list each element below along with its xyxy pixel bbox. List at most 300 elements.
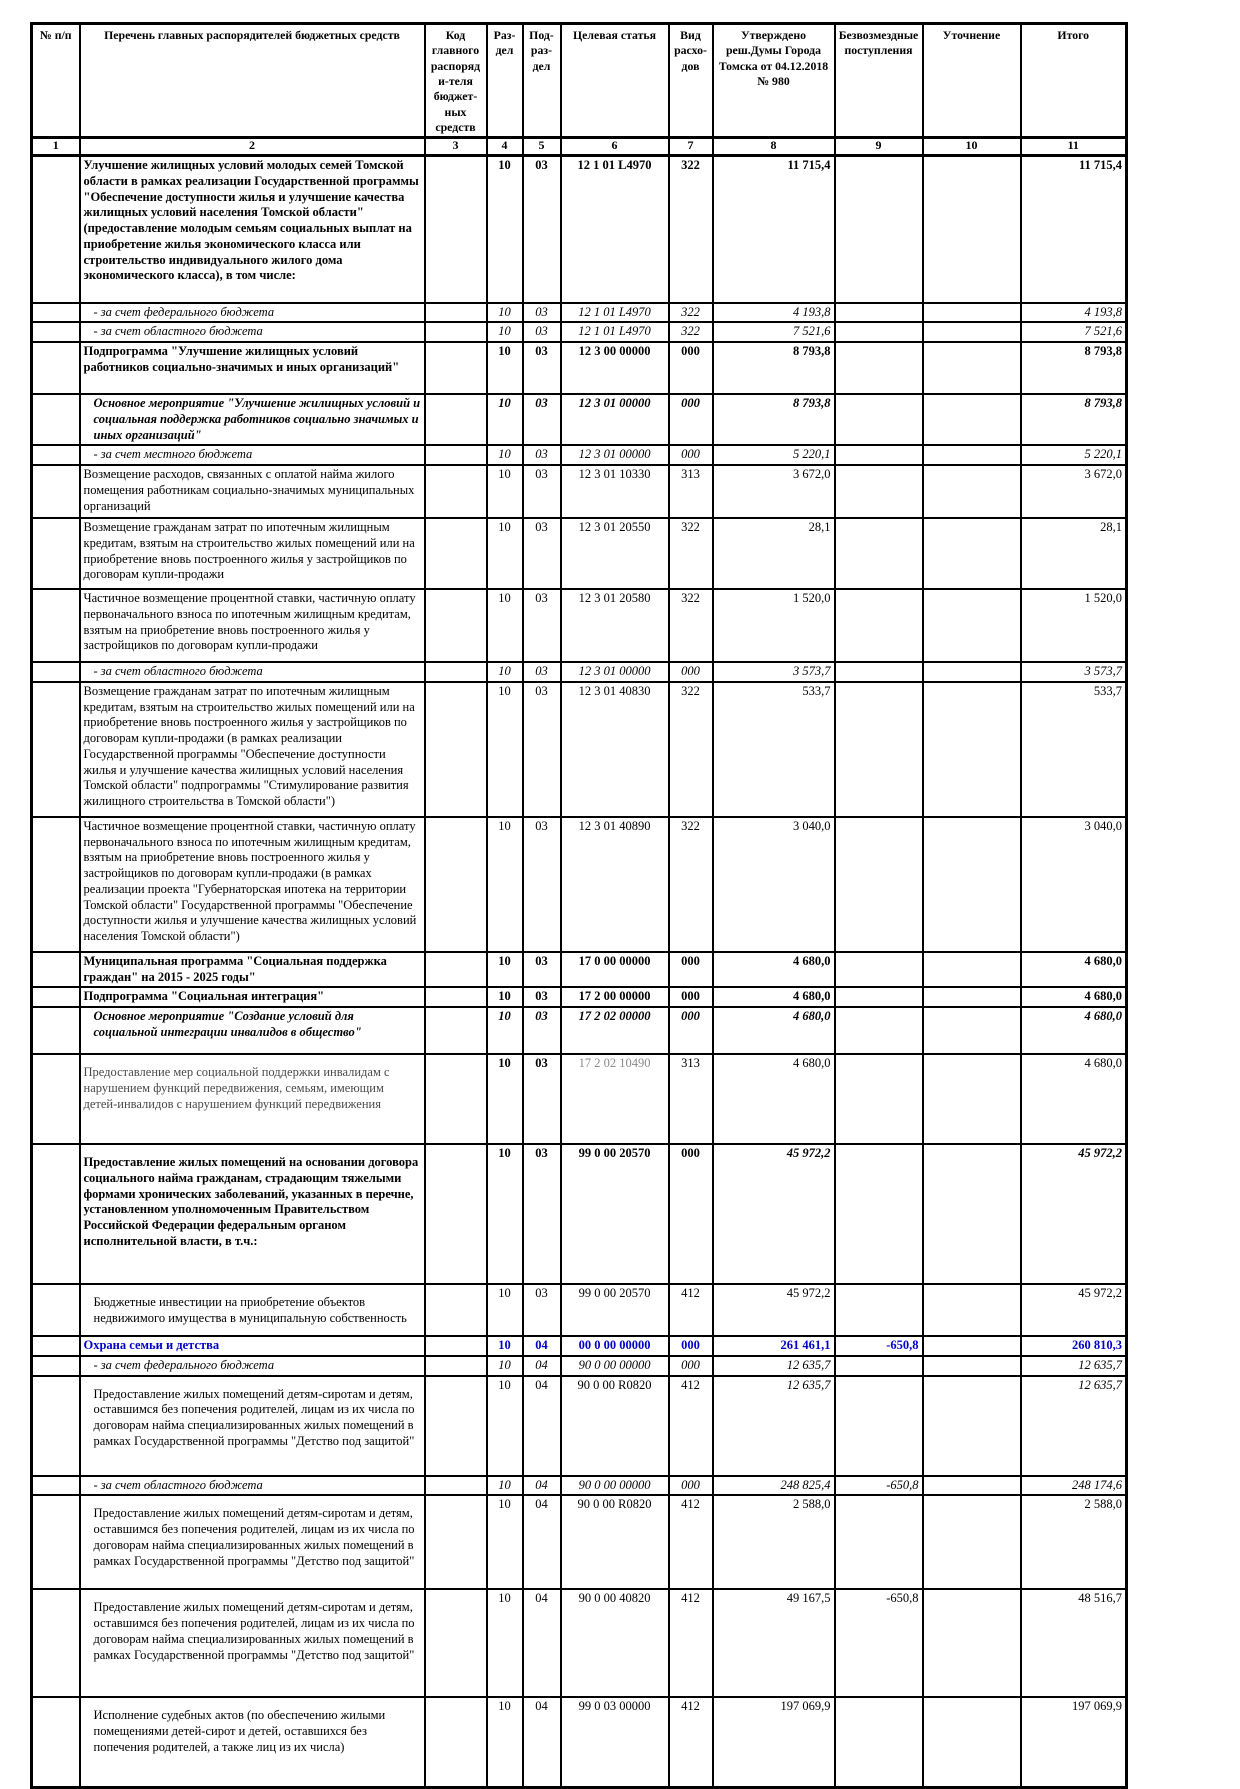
cell-bezvozmezdnye (835, 952, 923, 988)
cell-itogo: 3 573,7 (1021, 662, 1127, 682)
cell-bezvozmezdnye: -650,8 (835, 1589, 923, 1697)
cell-itogo: 45 972,2 (1021, 1144, 1127, 1284)
header-number-row (32, 138, 1127, 156)
cell-target-article: 12 3 01 00000 (561, 445, 669, 465)
cell-utochnenie (923, 987, 1021, 1007)
cell-utochnenie (923, 303, 1021, 323)
cell-name: Предоставление мер социальной поддержки инвалидам с нарушением функций передвижения, семьям, имеющим детей-инвалидов с нарушением функций передвижения (80, 1054, 425, 1144)
column-number-6: 6 (561, 138, 669, 156)
cell-name: Муниципальная программа "Социальная поддержка граждан" на 2015 - 2025 годы" (80, 952, 425, 988)
cell-podrazdel: 03 (523, 952, 561, 988)
cell-name: Подпрограмма "Социальная интеграция" (80, 987, 425, 1007)
cell-bezvozmezdnye (835, 445, 923, 465)
cell-approved: 8 793,8 (713, 342, 835, 394)
cell-razdel: 10 (487, 1007, 523, 1054)
cell-approved: 4 680,0 (713, 987, 835, 1007)
table-head (32, 24, 1127, 156)
table-row (32, 1007, 1127, 1054)
cell-approved: 4 680,0 (713, 952, 835, 988)
cell-bezvozmezdnye (835, 662, 923, 682)
cell-approved: 12 635,7 (713, 1376, 835, 1476)
cell-utochnenie (923, 662, 1021, 682)
cell-bezvozmezdnye (835, 303, 923, 323)
cell-itogo: 2 588,0 (1021, 1495, 1127, 1589)
table-row (32, 589, 1127, 662)
cell-vid-rashodov: 000 (669, 1007, 713, 1054)
cell-target-article: 99 0 00 20570 (561, 1144, 669, 1284)
cell-podrazdel: 04 (523, 1376, 561, 1476)
cell-vid-rashodov: 322 (669, 682, 713, 817)
cell-razdel: 10 (487, 1589, 523, 1697)
cell-bezvozmezdnye (835, 322, 923, 342)
cell-bezvozmezdnye (835, 1697, 923, 1787)
cell-name: Охрана семьи и детства (80, 1336, 425, 1356)
cell-razdel: 10 (487, 445, 523, 465)
cell-utochnenie (923, 1007, 1021, 1054)
cell-utochnenie (923, 817, 1021, 952)
cell-utochnenie (923, 1284, 1021, 1336)
table-row (32, 518, 1127, 589)
column-number-9: 9 (835, 138, 923, 156)
cell-target-article: 90 0 00 00000 (561, 1476, 669, 1496)
column-header-6: Целевая статья (561, 24, 669, 138)
cell-utochnenie (923, 1054, 1021, 1144)
cell-grbs-code (425, 303, 487, 323)
cell-target-article: 90 0 00 R0820 (561, 1495, 669, 1589)
cell-approved: 533,7 (713, 682, 835, 817)
column-number-5: 5 (523, 138, 561, 156)
cell-razdel: 10 (487, 662, 523, 682)
cell-razdel: 10 (487, 342, 523, 394)
cell-grbs-code (425, 662, 487, 682)
cell-grbs-code (425, 1589, 487, 1697)
cell-target-article: 90 0 00 40820 (561, 1589, 669, 1697)
cell-bezvozmezdnye (835, 1376, 923, 1476)
cell-bezvozmezdnye (835, 682, 923, 817)
cell-podrazdel: 03 (523, 518, 561, 589)
cell-razdel: 10 (487, 987, 523, 1007)
cell-podrazdel: 03 (523, 342, 561, 394)
cell-row-number (32, 342, 80, 394)
cell-row-number (32, 1144, 80, 1284)
cell-podrazdel: 03 (523, 322, 561, 342)
cell-razdel: 10 (487, 303, 523, 323)
cell-podrazdel: 03 (523, 1144, 561, 1284)
cell-name: Бюджетные инвестиции на приобретение объектов недвижимого имущества в муниципальную собственность (80, 1284, 425, 1336)
cell-grbs-code (425, 445, 487, 465)
cell-razdel: 10 (487, 1356, 523, 1376)
cell-approved: 4 680,0 (713, 1007, 835, 1054)
cell-podrazdel: 04 (523, 1589, 561, 1697)
cell-vid-rashodov: 000 (669, 1476, 713, 1496)
cell-vid-rashodov: 322 (669, 817, 713, 952)
cell-razdel: 10 (487, 1336, 523, 1356)
table-row (32, 1356, 1127, 1376)
cell-razdel: 10 (487, 1284, 523, 1336)
cell-approved: 3 040,0 (713, 817, 835, 952)
cell-row-number (32, 1697, 80, 1787)
cell-name: Возмещение расходов, связанных с оплатой найма жилого помещения работникам социально-значимых муниципальных организаций (80, 465, 425, 518)
cell-vid-rashodov: 412 (669, 1589, 713, 1697)
cell-utochnenie (923, 1144, 1021, 1284)
table-row (32, 156, 1127, 303)
cell-row-number (32, 1336, 80, 1356)
cell-approved: 45 972,2 (713, 1284, 835, 1336)
table-row (32, 342, 1127, 394)
cell-itogo: 4 193,8 (1021, 303, 1127, 323)
column-header-2: Перечень главных распорядителей бюджетных средств (80, 24, 425, 138)
cell-razdel: 10 (487, 1376, 523, 1476)
cell-utochnenie (923, 465, 1021, 518)
cell-itogo: 7 521,6 (1021, 322, 1127, 342)
cell-target-article: 12 3 01 20580 (561, 589, 669, 662)
table-row (32, 1284, 1127, 1336)
cell-grbs-code (425, 1476, 487, 1496)
column-header-10: Уточнение (923, 24, 1021, 138)
column-header-1: № п/п (32, 24, 80, 138)
cell-vid-rashodov: 412 (669, 1697, 713, 1787)
cell-itogo: 4 680,0 (1021, 987, 1127, 1007)
cell-grbs-code (425, 1697, 487, 1787)
cell-grbs-code (425, 682, 487, 817)
column-header-9: Безвозмездные поступления (835, 24, 923, 138)
cell-name: Исполнение судебных актов (по обеспечению жилыми помещениями детей-сирот и детей, оставшихся без попечения родителей, а также лиц из их числа) (80, 1697, 425, 1787)
cell-razdel: 10 (487, 1054, 523, 1144)
cell-bezvozmezdnye: -650,8 (835, 1336, 923, 1356)
cell-podrazdel: 03 (523, 682, 561, 817)
cell-vid-rashodov: 313 (669, 465, 713, 518)
cell-bezvozmezdnye (835, 156, 923, 303)
cell-podrazdel: 03 (523, 1054, 561, 1144)
cell-target-article: 12 3 01 00000 (561, 662, 669, 682)
column-header-7: Вид расхо-дов (669, 24, 713, 138)
table-row (32, 682, 1127, 817)
column-number-8: 8 (713, 138, 835, 156)
cell-vid-rashodov: 000 (669, 394, 713, 445)
cell-podrazdel: 03 (523, 394, 561, 445)
cell-row-number (32, 303, 80, 323)
cell-itogo: 48 516,7 (1021, 1589, 1127, 1697)
cell-podrazdel: 03 (523, 589, 561, 662)
cell-row-number (32, 817, 80, 952)
cell-razdel: 10 (487, 817, 523, 952)
cell-grbs-code (425, 518, 487, 589)
cell-row-number (32, 952, 80, 988)
cell-podrazdel: 03 (523, 662, 561, 682)
cell-vid-rashodov: 000 (669, 1356, 713, 1376)
cell-approved: 261 461,1 (713, 1336, 835, 1356)
cell-target-article: 17 2 00 00000 (561, 987, 669, 1007)
cell-bezvozmezdnye (835, 1356, 923, 1376)
cell-podrazdel: 03 (523, 1284, 561, 1336)
column-header-5: Под-раз-дел (523, 24, 561, 138)
table-row (32, 1336, 1127, 1356)
table-row (32, 952, 1127, 988)
cell-itogo: 11 715,4 (1021, 156, 1127, 303)
cell-utochnenie (923, 952, 1021, 988)
cell-approved: 2 588,0 (713, 1495, 835, 1589)
cell-row-number (32, 1476, 80, 1496)
cell-target-article: 90 0 00 R0820 (561, 1376, 669, 1476)
cell-bezvozmezdnye (835, 1054, 923, 1144)
cell-target-article: 17 0 00 00000 (561, 952, 669, 988)
cell-grbs-code (425, 465, 487, 518)
cell-name: Возмещение гражданам затрат по ипотечным жилищным кредитам, взятым на строительство жилых помещений или на приобретение вновь построенного жилья у застройщиков по договорам купли-продажи (в рамках реализации Государственной программы "Обеспечение доступности жилья и улучшение качества жилищных условий населения Томской области" подпрограммы "Стимулирование развития жилищного строительства в Томской области") (80, 682, 425, 817)
cell-name: - за счет федерального бюджета (80, 1356, 425, 1376)
cell-utochnenie (923, 1476, 1021, 1496)
cell-bezvozmezdnye (835, 342, 923, 394)
cell-vid-rashodov: 412 (669, 1495, 713, 1589)
column-number-2: 2 (80, 138, 425, 156)
cell-grbs-code (425, 1054, 487, 1144)
budget-table (30, 22, 1128, 1789)
cell-name: Предоставление жилых помещений детям-сиротам и детям, оставшимся без попечения родителей, лицам из их числа по договорам найма специализированных жилых помещений в рамках Государственной программы "Детство под защитой" (80, 1376, 425, 1476)
cell-approved: 1 520,0 (713, 589, 835, 662)
cell-utochnenie (923, 1495, 1021, 1589)
header-row (32, 24, 1127, 138)
cell-vid-rashodov: 322 (669, 589, 713, 662)
cell-row-number (32, 682, 80, 817)
cell-approved: 49 167,5 (713, 1589, 835, 1697)
cell-target-article: 99 0 00 20570 (561, 1284, 669, 1336)
cell-grbs-code (425, 1356, 487, 1376)
cell-itogo: 197 069,9 (1021, 1697, 1127, 1787)
cell-row-number (32, 465, 80, 518)
cell-target-article: 17 2 02 00000 (561, 1007, 669, 1054)
cell-grbs-code (425, 1495, 487, 1589)
cell-utochnenie (923, 445, 1021, 465)
cell-target-article: 12 3 01 00000 (561, 394, 669, 445)
cell-row-number (32, 394, 80, 445)
cell-grbs-code (425, 952, 487, 988)
cell-vid-rashodov: 322 (669, 303, 713, 323)
cell-row-number (32, 589, 80, 662)
cell-razdel: 10 (487, 1495, 523, 1589)
cell-bezvozmezdnye (835, 589, 923, 662)
cell-razdel: 10 (487, 1476, 523, 1496)
cell-row-number (32, 1054, 80, 1144)
cell-bezvozmezdnye (835, 1007, 923, 1054)
cell-name: - за счет федерального бюджета (80, 303, 425, 323)
cell-name: Основное мероприятие "Улучшение жилищных условий и социальная поддержка работников социально значимых и иных организаций" (80, 394, 425, 445)
cell-row-number (32, 662, 80, 682)
table-row (32, 1476, 1127, 1496)
cell-podrazdel: 03 (523, 1007, 561, 1054)
cell-utochnenie (923, 1697, 1021, 1787)
cell-utochnenie (923, 1336, 1021, 1356)
cell-podrazdel: 04 (523, 1697, 561, 1787)
cell-bezvozmezdnye (835, 465, 923, 518)
cell-target-article: 00 0 00 00000 (561, 1336, 669, 1356)
cell-utochnenie (923, 589, 1021, 662)
cell-name: Частичное возмещение процентной ставки, частичную оплату первоначального взноса по ипотечным жилищным кредитам, взятым на приобретение вновь построенного жилья у застройщиков по договорам купли-продажи (80, 589, 425, 662)
cell-name: - за счет областного бюджета (80, 1476, 425, 1496)
cell-razdel: 10 (487, 952, 523, 988)
cell-approved: 8 793,8 (713, 394, 835, 445)
cell-row-number (32, 1495, 80, 1589)
table-row (32, 303, 1127, 323)
cell-itogo: 8 793,8 (1021, 342, 1127, 394)
column-number-3: 3 (425, 138, 487, 156)
cell-grbs-code (425, 1336, 487, 1356)
table-body (32, 156, 1127, 1788)
cell-podrazdel: 03 (523, 987, 561, 1007)
column-number-10: 10 (923, 138, 1021, 156)
cell-utochnenie (923, 682, 1021, 817)
cell-row-number (32, 1589, 80, 1697)
cell-row-number (32, 322, 80, 342)
cell-utochnenie (923, 322, 1021, 342)
table-row (32, 1376, 1127, 1476)
cell-row-number (32, 1007, 80, 1054)
cell-name: - за счет областного бюджета (80, 662, 425, 682)
table-row (32, 662, 1127, 682)
column-header-8: Утверждено реш.Думы Города Томска от 04.12.2018 № 980 (713, 24, 835, 138)
column-number-1: 1 (32, 138, 80, 156)
cell-itogo: 3 040,0 (1021, 817, 1127, 952)
cell-name: Подпрограмма "Улучшение жилищных условий работников социально-значимых и иных организаций" (80, 342, 425, 394)
cell-vid-rashodov: 412 (669, 1376, 713, 1476)
cell-target-article: 90 0 00 00000 (561, 1356, 669, 1376)
cell-itogo: 248 174,6 (1021, 1476, 1127, 1496)
cell-bezvozmezdnye (835, 987, 923, 1007)
cell-razdel: 10 (487, 518, 523, 589)
cell-row-number (32, 987, 80, 1007)
cell-razdel: 10 (487, 589, 523, 662)
cell-razdel: 10 (487, 682, 523, 817)
cell-itogo: 45 972,2 (1021, 1284, 1127, 1336)
cell-name: Предоставление жилых помещений детям-сиротам и детям, оставшимся без попечения родителей, лицам из их числа по договорам найма специализированных жилых помещений в рамках Государственной программы "Детство под защитой" (80, 1589, 425, 1697)
cell-bezvozmezdnye (835, 817, 923, 952)
cell-grbs-code (425, 589, 487, 662)
cell-itogo: 12 635,7 (1021, 1376, 1127, 1476)
cell-row-number (32, 1356, 80, 1376)
cell-target-article: 99 0 03 00000 (561, 1697, 669, 1787)
cell-podrazdel: 03 (523, 817, 561, 952)
cell-utochnenie (923, 394, 1021, 445)
cell-approved: 28,1 (713, 518, 835, 589)
cell-vid-rashodov: 322 (669, 518, 713, 589)
cell-grbs-code (425, 1007, 487, 1054)
cell-name: Улучшение жилищных условий молодых семей Томской области в рамках реализации Государственной программы "Обеспечение доступности жилья и улучшение качества жилищных условий населения Томской области" (предоставление молодым семьям социальных выплат на приобретение жилья экономического класса или строительство индивидуального жилого дома экономического класса), в том числе: (80, 156, 425, 303)
table-row (32, 394, 1127, 445)
cell-vid-rashodov: 000 (669, 662, 713, 682)
cell-razdel: 10 (487, 156, 523, 303)
cell-razdel: 10 (487, 465, 523, 518)
cell-razdel: 10 (487, 1697, 523, 1787)
column-number-7: 7 (669, 138, 713, 156)
cell-grbs-code (425, 394, 487, 445)
table-row (32, 445, 1127, 465)
cell-podrazdel: 03 (523, 465, 561, 518)
cell-itogo: 533,7 (1021, 682, 1127, 817)
cell-bezvozmezdnye (835, 394, 923, 445)
cell-approved: 197 069,9 (713, 1697, 835, 1787)
cell-itogo: 1 520,0 (1021, 589, 1127, 662)
cell-itogo: 12 635,7 (1021, 1356, 1127, 1376)
cell-name: - за счет местного бюджета (80, 445, 425, 465)
cell-razdel: 10 (487, 1144, 523, 1284)
cell-grbs-code (425, 1284, 487, 1336)
cell-podrazdel: 03 (523, 156, 561, 303)
column-number-11: 11 (1021, 138, 1127, 156)
cell-utochnenie (923, 518, 1021, 589)
cell-target-article: 17 2 02 10490 (561, 1054, 669, 1144)
cell-target-article: 12 1 01 L4970 (561, 322, 669, 342)
cell-grbs-code (425, 342, 487, 394)
cell-itogo: 5 220,1 (1021, 445, 1127, 465)
cell-row-number (32, 445, 80, 465)
cell-approved: 5 220,1 (713, 445, 835, 465)
table-row (32, 1054, 1127, 1144)
cell-approved: 3 672,0 (713, 465, 835, 518)
cell-podrazdel: 04 (523, 1495, 561, 1589)
cell-target-article: 12 3 01 40890 (561, 817, 669, 952)
cell-row-number (32, 518, 80, 589)
cell-name: Возмещение гражданам затрат по ипотечным жилищным кредитам, взятым на строительство жилых помещений или на приобретение вновь построенного жилья у застройщиков по договорам купли-продажи (80, 518, 425, 589)
cell-approved: 45 972,2 (713, 1144, 835, 1284)
cell-bezvozmezdnye (835, 1284, 923, 1336)
cell-razdel: 10 (487, 394, 523, 445)
table-row (32, 1144, 1127, 1284)
cell-grbs-code (425, 1144, 487, 1284)
cell-target-article: 12 3 01 20550 (561, 518, 669, 589)
cell-podrazdel: 04 (523, 1356, 561, 1376)
cell-podrazdel: 04 (523, 1476, 561, 1496)
cell-utochnenie (923, 1376, 1021, 1476)
cell-grbs-code (425, 322, 487, 342)
cell-grbs-code (425, 1376, 487, 1476)
cell-name: Предоставление жилых помещений детям-сиротам и детям, оставшимся без попечения родителей, лицам из их числа по договорам найма специализированных жилых помещений в рамках Государственной программы "Детство под защитой" (80, 1495, 425, 1589)
cell-grbs-code (425, 156, 487, 303)
cell-target-article: 12 1 01 L4970 (561, 303, 669, 323)
cell-utochnenie (923, 1356, 1021, 1376)
cell-vid-rashodov: 000 (669, 987, 713, 1007)
cell-vid-rashodov: 000 (669, 952, 713, 988)
cell-approved: 12 635,7 (713, 1356, 835, 1376)
cell-approved: 3 573,7 (713, 662, 835, 682)
cell-vid-rashodov: 322 (669, 156, 713, 303)
cell-itogo: 3 672,0 (1021, 465, 1127, 518)
cell-utochnenie (923, 342, 1021, 394)
cell-itogo: 4 680,0 (1021, 1054, 1127, 1144)
table-row (32, 465, 1127, 518)
table-row (32, 322, 1127, 342)
cell-name: Частичное возмещение процентной ставки, частичную оплату первоначального взноса по ипотечным жилищным кредитам, взятым на приобретение вновь построенного жилья у застройщиков по договорам купли-продажи (в рамках реализации проекта "Губернаторская ипотека на территории Томской области" Государственной программы "Обеспечение доступности жилья и улучшение качества жилищных условий населения Томской области") (80, 817, 425, 952)
cell-vid-rashodov: 313 (669, 1054, 713, 1144)
column-header-11: Итого (1021, 24, 1127, 138)
cell-bezvozmezdnye (835, 518, 923, 589)
cell-approved: 7 521,6 (713, 322, 835, 342)
cell-grbs-code (425, 987, 487, 1007)
cell-target-article: 12 3 01 10330 (561, 465, 669, 518)
cell-row-number (32, 1284, 80, 1336)
cell-target-article: 12 3 01 40830 (561, 682, 669, 817)
cell-utochnenie (923, 1589, 1021, 1697)
cell-vid-rashodov: 412 (669, 1284, 713, 1336)
table-row (32, 1495, 1127, 1589)
cell-grbs-code (425, 817, 487, 952)
cell-row-number (32, 1376, 80, 1476)
cell-vid-rashodov: 322 (669, 322, 713, 342)
table-row (32, 817, 1127, 952)
cell-itogo: 4 680,0 (1021, 1007, 1127, 1054)
cell-vid-rashodov: 000 (669, 445, 713, 465)
cell-target-article: 12 3 00 00000 (561, 342, 669, 394)
cell-target-article: 12 1 01 L4970 (561, 156, 669, 303)
cell-podrazdel: 03 (523, 303, 561, 323)
cell-name: Предоставление жилых помещений на основании договора социального найма гражданам, страдающим тяжелыми формами хронических заболеваний, указанных в перечне, установленном уполномоченным Правительством Российской Федерации федеральным органом исполнительной власти, в т.ч.: (80, 1144, 425, 1284)
